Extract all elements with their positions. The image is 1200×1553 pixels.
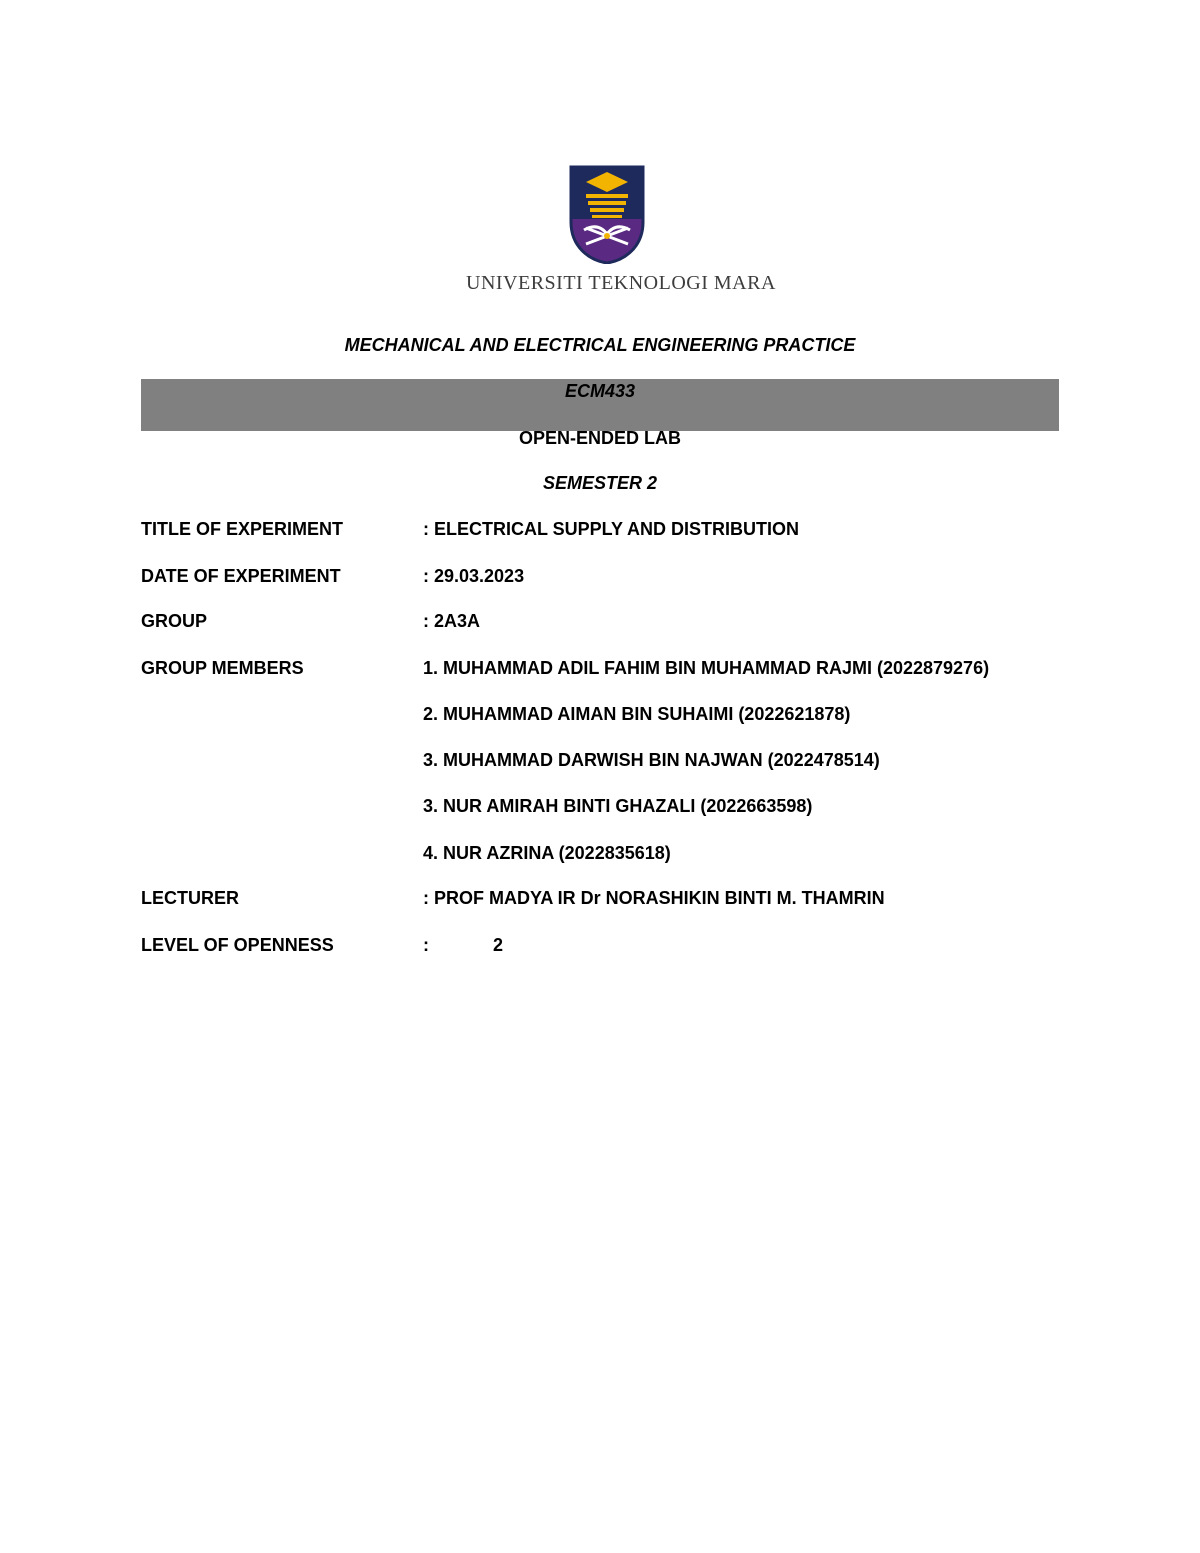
level-of-openness-colon: : (423, 935, 429, 955)
lab-type: OPEN-ENDED LAB (518, 428, 681, 448)
group-label: GROUP (141, 611, 208, 631)
course-title: MECHANICAL AND ELECTRICAL ENGINEERING PRACTICE (344, 335, 856, 355)
university-name: UNIVERSITI TEKNOLOGI MARA (466, 272, 776, 294)
semester: SEMESTER 2 (542, 473, 658, 493)
date-of-experiment-label: DATE OF EXPERIMENT (141, 566, 341, 586)
date-of-experiment-value: : 29.03.2023 (423, 566, 525, 586)
level-of-openness-value: 2 (493, 935, 504, 955)
group-member-1: 1. MUHAMMAD ADIL FAHIM BIN MUHAMMAD RAJMI (2022879276) (423, 658, 990, 678)
uitm-crest-icon (568, 164, 646, 264)
title-of-experiment-value: : ELECTRICAL SUPPLY AND DISTRIBUTION (423, 519, 800, 539)
group-member-5: 4. NUR AZRINA (2022835618) (423, 843, 671, 863)
group-value: : 2A3A (423, 611, 481, 631)
group-member-3: 3. MUHAMMAD DARWISH BIN NAJWAN (2022478514) (423, 750, 880, 770)
title-of-experiment-label: TITLE OF EXPERIMENT (141, 519, 344, 539)
lecturer-value: : PROF MADYA IR Dr NORASHIKIN BINTI M. THAMRIN (423, 888, 885, 908)
level-of-openness-label: LEVEL OF OPENNESS (141, 935, 334, 955)
course-code: ECM433 (564, 381, 636, 401)
university-logo (466, 164, 776, 296)
lecturer-label: LECTURER (141, 888, 239, 908)
group-member-4: 3. NUR AMIRAH BINTI GHAZALI (2022663598) (423, 796, 813, 816)
group-member-2: 2. MUHAMMAD AIMAN BIN SUHAIMI (2022621878) (423, 704, 851, 724)
group-members-label: GROUP MEMBERS (141, 658, 304, 678)
